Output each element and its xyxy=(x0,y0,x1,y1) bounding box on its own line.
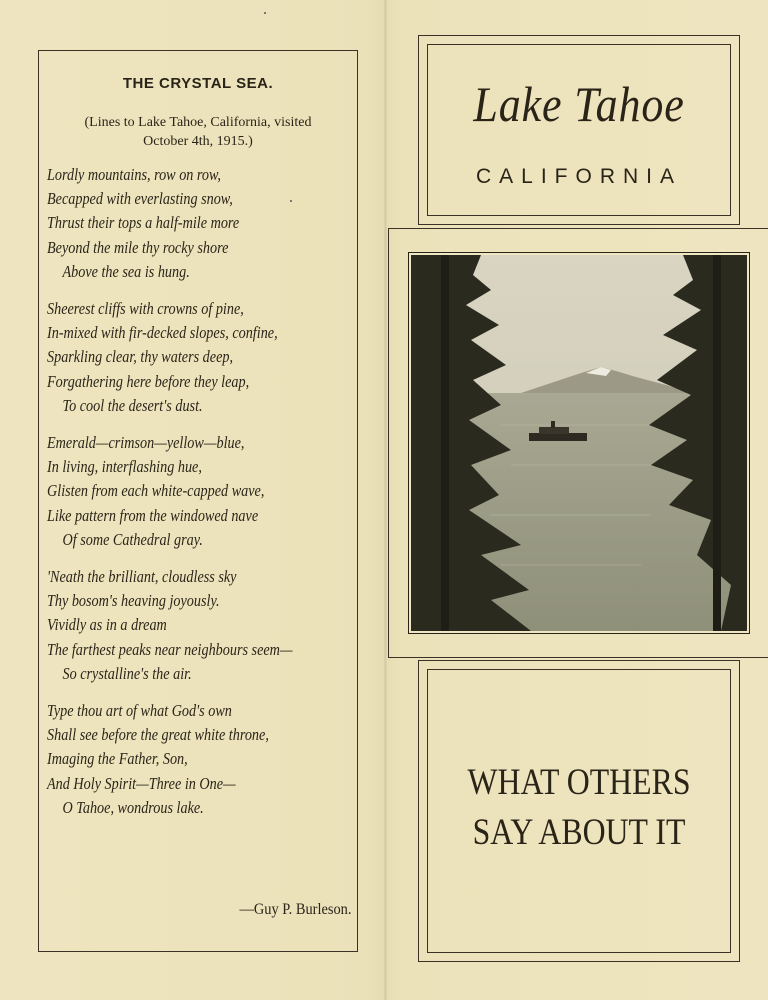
poem-line: The farthest peaks near neighbours seem— xyxy=(47,639,293,659)
speck xyxy=(264,12,266,14)
lake-photo xyxy=(408,252,750,634)
poem-signature: —Guy P. Burleson. xyxy=(238,901,351,918)
poem-line: Type thou art of what God's own xyxy=(47,701,232,721)
poem-line: Thrust their tops a half-mile more xyxy=(47,213,240,233)
poem-line: Thy bosom's heaving joyously. xyxy=(47,591,220,611)
poem-title: THE CRYSTAL SEA. xyxy=(122,75,274,92)
poem-subtitle xyxy=(59,113,337,151)
poem-line: Emerald—crimson—yellow—blue, xyxy=(47,433,245,453)
poem-line: And Holy Spirit—Three in One— xyxy=(47,773,236,793)
poem-line: Becapped with everlasting snow, xyxy=(47,189,233,209)
poem-line: 'Neath the brilliant, cloudless sky xyxy=(47,567,237,587)
poem-line: Above the sea is hung. xyxy=(62,261,190,281)
stanza xyxy=(47,297,353,418)
cover-title: Lake Tahoe xyxy=(473,76,685,132)
back-heading-line: SAY ABOUT IT xyxy=(472,812,686,853)
poem-line: To cool the desert's dust. xyxy=(62,395,203,415)
poem-line: In living, interflashing hue, xyxy=(47,457,202,477)
cover-state: CALIFORNIA xyxy=(475,165,683,188)
poem-line: Shall see before the great white throne, xyxy=(47,725,269,745)
poem-line: Vividly as in a dream xyxy=(47,615,167,635)
stanza xyxy=(47,163,353,284)
poem-line: So crystalline's the air. xyxy=(62,663,192,683)
poem-panel xyxy=(38,50,358,952)
stanza xyxy=(47,431,353,552)
poem-line: Lordly mountains, row on row, xyxy=(47,165,221,184)
poem-line: Sheerest cliffs with crowns of pine, xyxy=(47,299,244,319)
poem-line: Forgathering here before they leap, xyxy=(47,371,250,391)
poem-subtitle-line: (Lines to Lake Tahoe, California, visited xyxy=(84,115,312,130)
poem-line: Of some Cathedral gray. xyxy=(62,529,203,549)
poem-line: Sparkling clear, thy waters deep, xyxy=(47,347,234,367)
fold-crease xyxy=(384,0,387,1000)
back-card-inner-border xyxy=(427,669,731,953)
cover-title-inner-border xyxy=(427,44,731,216)
poem-line: O Tahoe, wondrous lake. xyxy=(62,797,204,817)
back-card xyxy=(418,660,740,962)
back-heading-line: WHAT OTHERS xyxy=(467,762,691,803)
poem-line: Like pattern from the windowed nave xyxy=(47,505,259,525)
cover-title-card xyxy=(418,35,740,225)
lake-photo-icon xyxy=(411,255,747,631)
poem-line: Beyond the mile thy rocky shore xyxy=(47,237,229,257)
back-heading xyxy=(449,758,709,858)
poem-line: Glisten from each white-capped wave, xyxy=(47,481,265,501)
poem-subtitle-line: October 4th, 1915.) xyxy=(143,134,253,149)
stanza xyxy=(47,565,353,686)
poem-body xyxy=(47,163,353,833)
poem-line: Imaging the Father, Son, xyxy=(47,749,188,769)
poem-line: In-mixed with fir-decked slopes, confine, xyxy=(47,323,278,343)
stanza xyxy=(47,699,353,820)
